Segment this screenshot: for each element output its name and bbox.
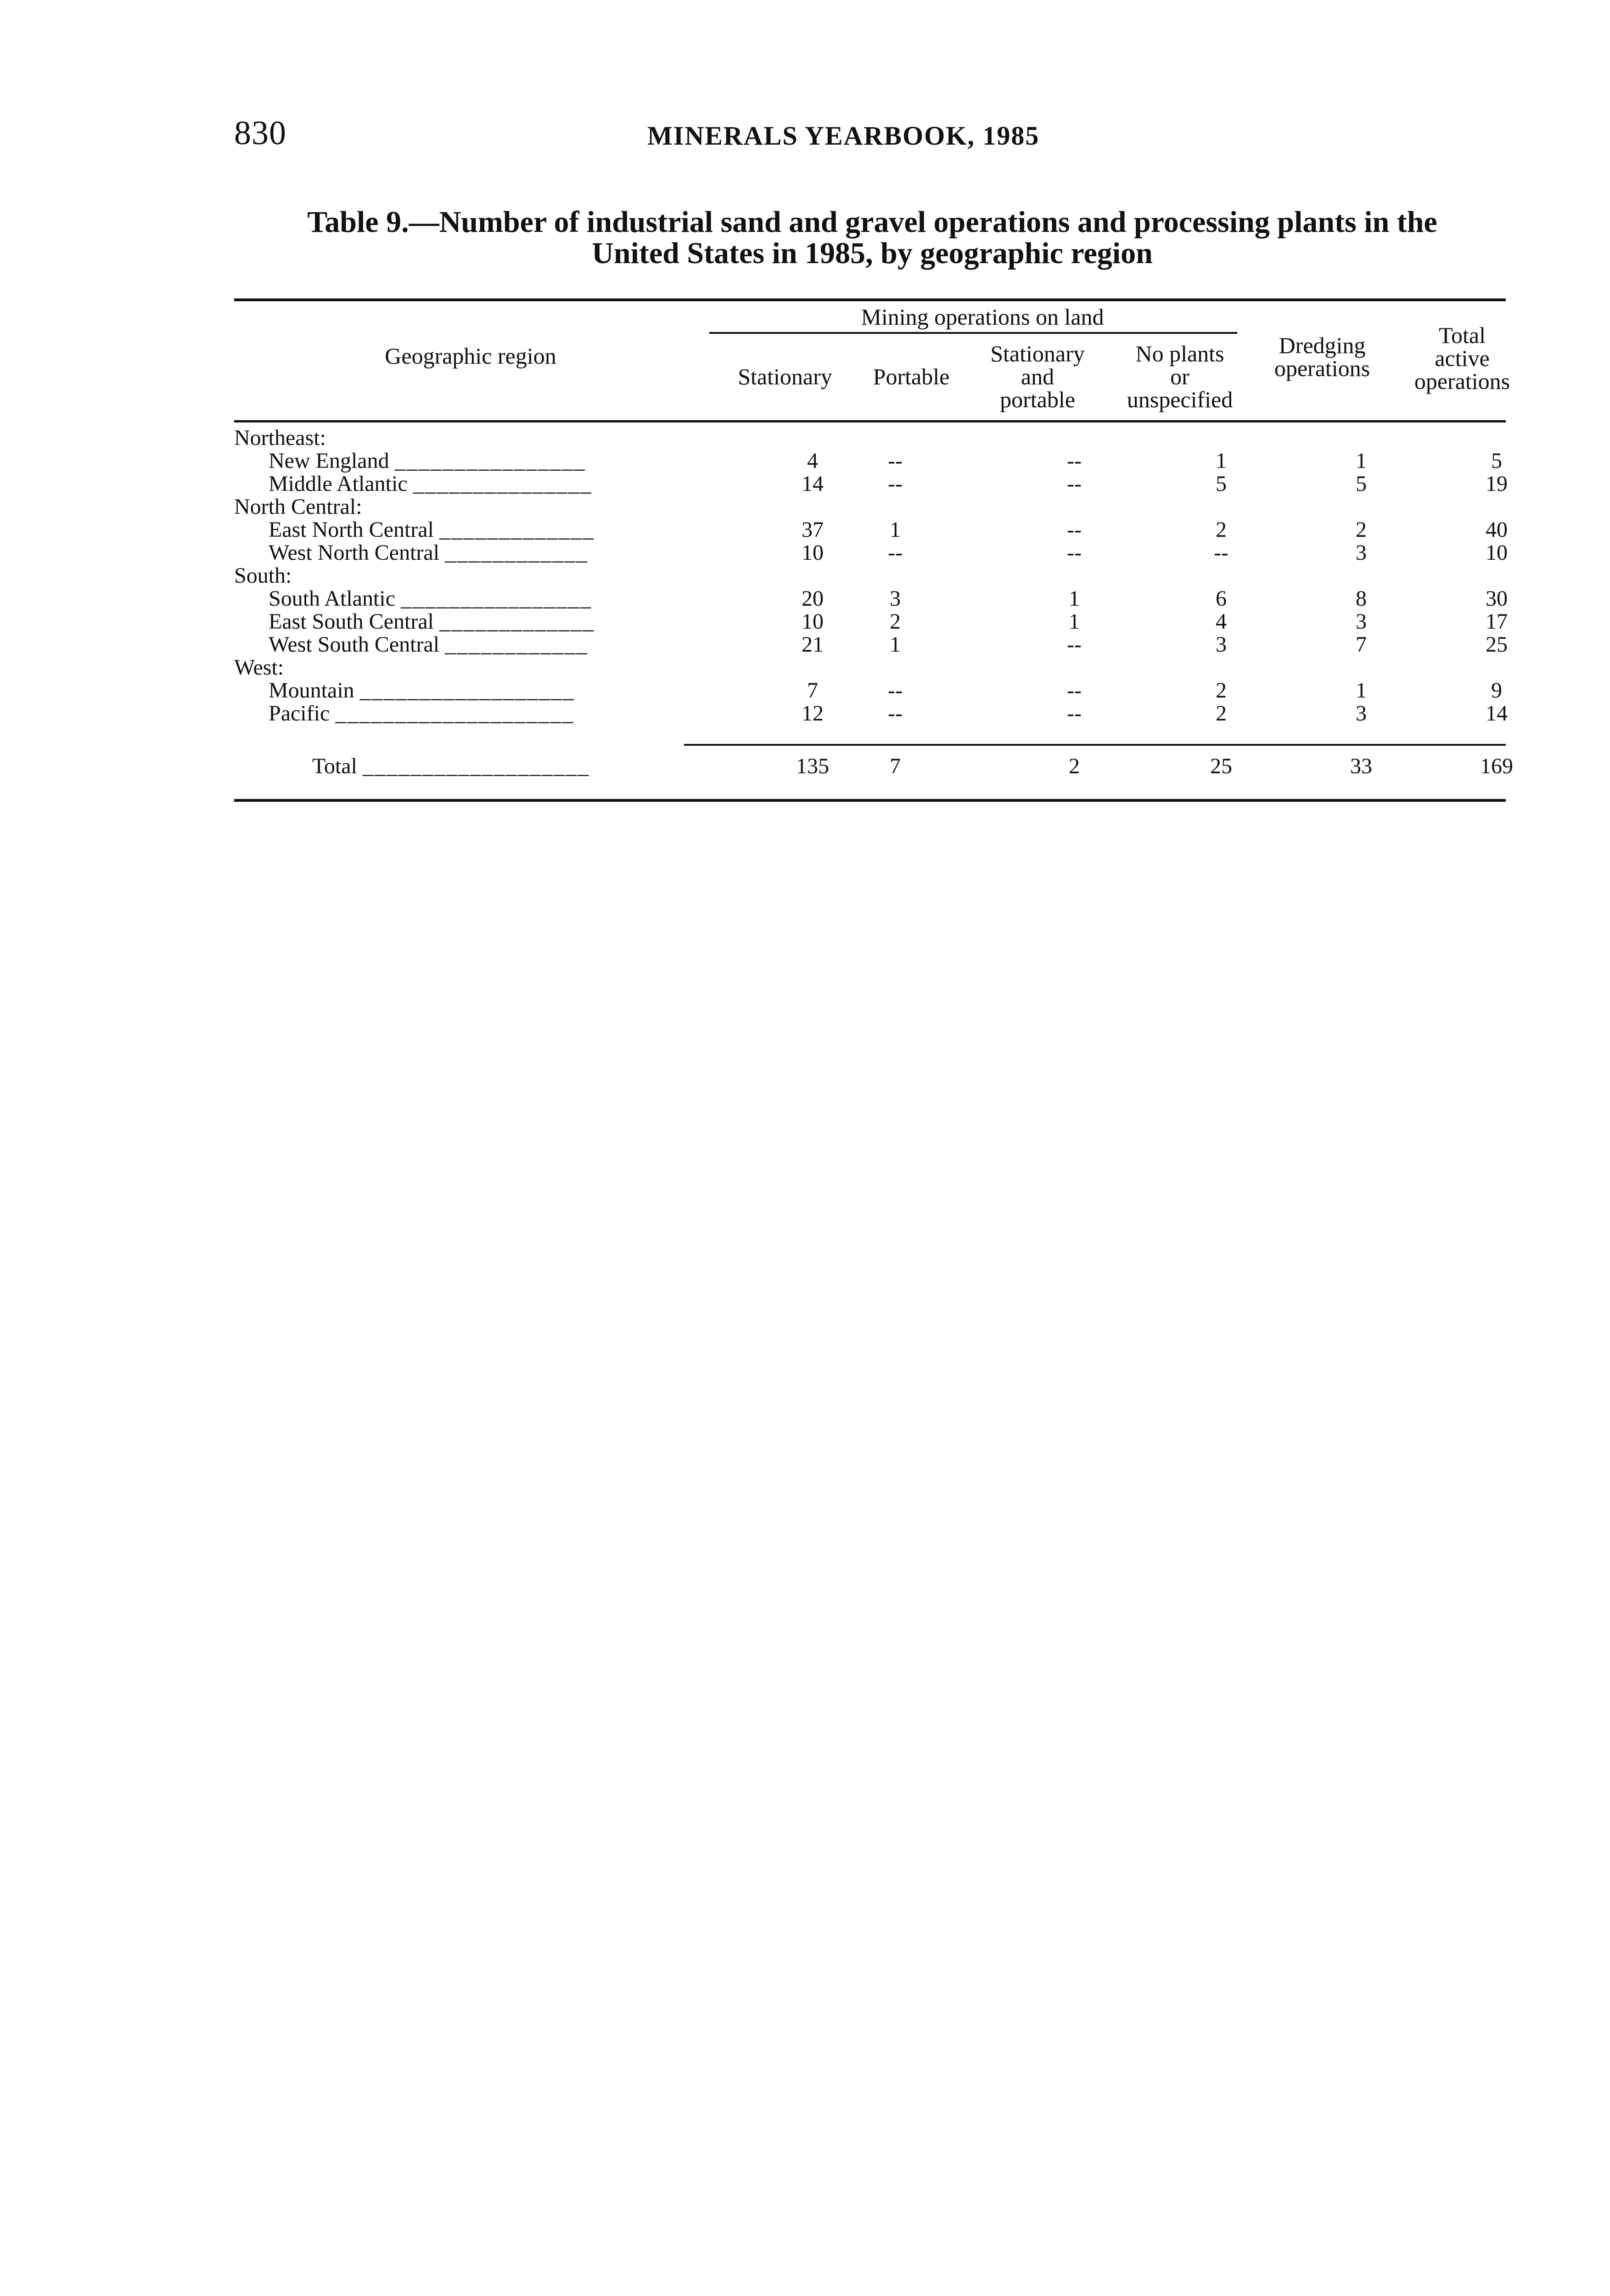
table-cell: 3 — [1216, 632, 1227, 657]
dot-leader: ____________ — [445, 632, 589, 657]
region-label — [269, 634, 588, 656]
table-cell: 12 — [802, 701, 824, 726]
header-bottom-rule — [234, 420, 1506, 422]
table-title-line-2: United States in 1985, by geographic region — [592, 236, 1153, 270]
region-group-label — [234, 427, 326, 449]
header-stationary-and-portable — [969, 342, 1106, 411]
region-name: West: — [234, 655, 284, 680]
table-cell: 1 — [1356, 678, 1367, 703]
table-cell: -- — [888, 540, 903, 565]
dot-leader: ________________ — [401, 586, 592, 611]
table-cell: 9 — [1491, 678, 1502, 703]
table-cell: 3 — [1356, 701, 1367, 726]
table-cell: 10 — [1486, 540, 1508, 565]
table-cell: 25 — [1486, 632, 1508, 657]
table-cell: -- — [1067, 449, 1082, 473]
table-cell: 1 — [890, 518, 901, 542]
total-cell: 135 — [796, 754, 829, 778]
dot-leader: _____________ — [439, 609, 595, 634]
table-cell: 3 — [1356, 609, 1367, 634]
table-cell: 20 — [802, 586, 824, 611]
table-cell: 7 — [1356, 632, 1367, 657]
total-cell: 169 — [1480, 754, 1513, 778]
table-cell: 14 — [802, 472, 824, 496]
region-name: West South Central — [269, 632, 440, 657]
table-title-line-1: Table 9.—Number of industrial sand and gravel operations and processing plants in the — [307, 205, 1437, 239]
table-cell: 2 — [1216, 518, 1227, 542]
table-cell: -- — [1067, 632, 1082, 657]
table-cell: 21 — [802, 632, 824, 657]
region-label — [269, 703, 574, 725]
table-cell: -- — [888, 449, 903, 473]
table-cell: 8 — [1356, 586, 1367, 611]
header-line: operations — [1274, 355, 1370, 381]
table-cell: 7 — [807, 678, 818, 703]
region-name: East South Central — [269, 609, 434, 634]
header-geographic-region: Geographic region — [385, 343, 556, 369]
table-cell: 5 — [1216, 472, 1227, 496]
table-cell: 1 — [1069, 586, 1080, 611]
table-cell: 30 — [1486, 586, 1508, 611]
region-name: Middle Atlantic — [269, 472, 408, 496]
page-number: 830 — [234, 114, 286, 152]
dot-leader: _______________ — [413, 472, 592, 496]
table-cell: 19 — [1486, 472, 1508, 496]
table-cell: -- — [888, 472, 903, 496]
table-cell: 3 — [890, 586, 901, 611]
table-cell: 5 — [1356, 472, 1367, 496]
table-cell: -- — [888, 678, 903, 703]
region-label — [269, 450, 586, 472]
region-label — [269, 473, 592, 495]
table-cell: -- — [888, 701, 903, 726]
table-cell: 6 — [1216, 586, 1227, 611]
total-cell: 25 — [1210, 754, 1232, 778]
table-cell: 1 — [890, 632, 901, 657]
dot-leader: __________________ — [359, 678, 575, 703]
table-cell: -- — [1067, 701, 1082, 726]
table-cell: 4 — [1216, 609, 1227, 634]
table-cell: -- — [1214, 540, 1229, 565]
header-total-active-operations — [1391, 324, 1533, 393]
table-cell: 4 — [807, 449, 818, 473]
total-cell: 33 — [1350, 754, 1372, 778]
table-cell: 37 — [802, 518, 824, 542]
region-name: South Atlantic — [269, 586, 395, 611]
table-cell: 2 — [1216, 701, 1227, 726]
table-title — [230, 207, 1515, 269]
table-cell: 17 — [1486, 609, 1508, 634]
region-name: Northeast: — [234, 426, 326, 450]
table-cell: 1 — [1069, 609, 1080, 634]
region-name: North Central: — [234, 495, 362, 519]
dot-leader: ____________________ — [335, 701, 574, 726]
header-line: Total — [1438, 322, 1486, 348]
region-label — [269, 611, 595, 633]
total-cell: 7 — [890, 754, 901, 778]
header-dredging-operations — [1253, 334, 1391, 380]
header-mining-operations-on-land: Mining operations on land — [861, 304, 1104, 330]
running-head: MINERALS YEARBOOK, 1985 — [647, 121, 1040, 151]
header-line: unspecified — [1127, 387, 1233, 412]
header-line: and — [1021, 364, 1055, 389]
dot-leader: ___________________ — [362, 754, 589, 778]
dot-leader: ____________ — [445, 540, 589, 565]
region-label — [269, 588, 592, 610]
table-cell: 14 — [1486, 701, 1508, 726]
total-rule — [684, 744, 1506, 746]
top-rule — [234, 298, 1506, 301]
table-cell: 2 — [1216, 678, 1227, 703]
table-cell: 1 — [1356, 449, 1367, 473]
table-cell: -- — [1067, 472, 1082, 496]
region-label — [312, 755, 589, 777]
table-cell: 40 — [1486, 518, 1508, 542]
table-cell: 5 — [1491, 449, 1502, 473]
table-cell: 10 — [802, 609, 824, 634]
region-name: East North Central — [269, 518, 434, 542]
region-group-label — [234, 565, 292, 587]
bottom-rule — [234, 799, 1506, 802]
region-label — [269, 542, 588, 564]
header-line: Dredging — [1279, 332, 1366, 358]
table-cell: 1 — [1216, 449, 1227, 473]
region-name: South: — [234, 563, 292, 588]
header-line: No plants — [1135, 341, 1224, 366]
header-stationary: Stationary — [738, 364, 832, 389]
table-cell: -- — [1067, 518, 1082, 542]
table-cell: 2 — [890, 609, 901, 634]
region-name: West North Central — [269, 540, 440, 565]
dot-leader: _____________ — [439, 518, 595, 542]
region-name: Mountain — [269, 678, 354, 703]
header-line: active — [1435, 345, 1490, 371]
header-portable: Portable — [873, 364, 950, 389]
table-cell: 10 — [802, 540, 824, 565]
table-cell: -- — [1067, 678, 1082, 703]
region-label — [269, 519, 595, 541]
header-line: or — [1170, 364, 1189, 389]
dot-leader: ________________ — [394, 449, 586, 473]
header-line: operations — [1414, 368, 1510, 394]
region-group-label — [234, 657, 284, 679]
table-cell: 3 — [1356, 540, 1367, 565]
table-cell: -- — [1067, 540, 1082, 565]
region-label — [269, 680, 575, 702]
header-line: portable — [1000, 387, 1075, 412]
region-name: Pacific — [269, 701, 330, 726]
total-cell: 2 — [1069, 754, 1080, 778]
header-line: Stationary — [990, 341, 1085, 366]
table-cell: 2 — [1356, 518, 1367, 542]
region-group-label — [234, 496, 362, 518]
header-no-plants-or-unspecified — [1106, 342, 1253, 411]
region-name: New England — [269, 449, 389, 473]
region-name: Total — [312, 754, 357, 778]
group-rule — [709, 332, 1237, 334]
